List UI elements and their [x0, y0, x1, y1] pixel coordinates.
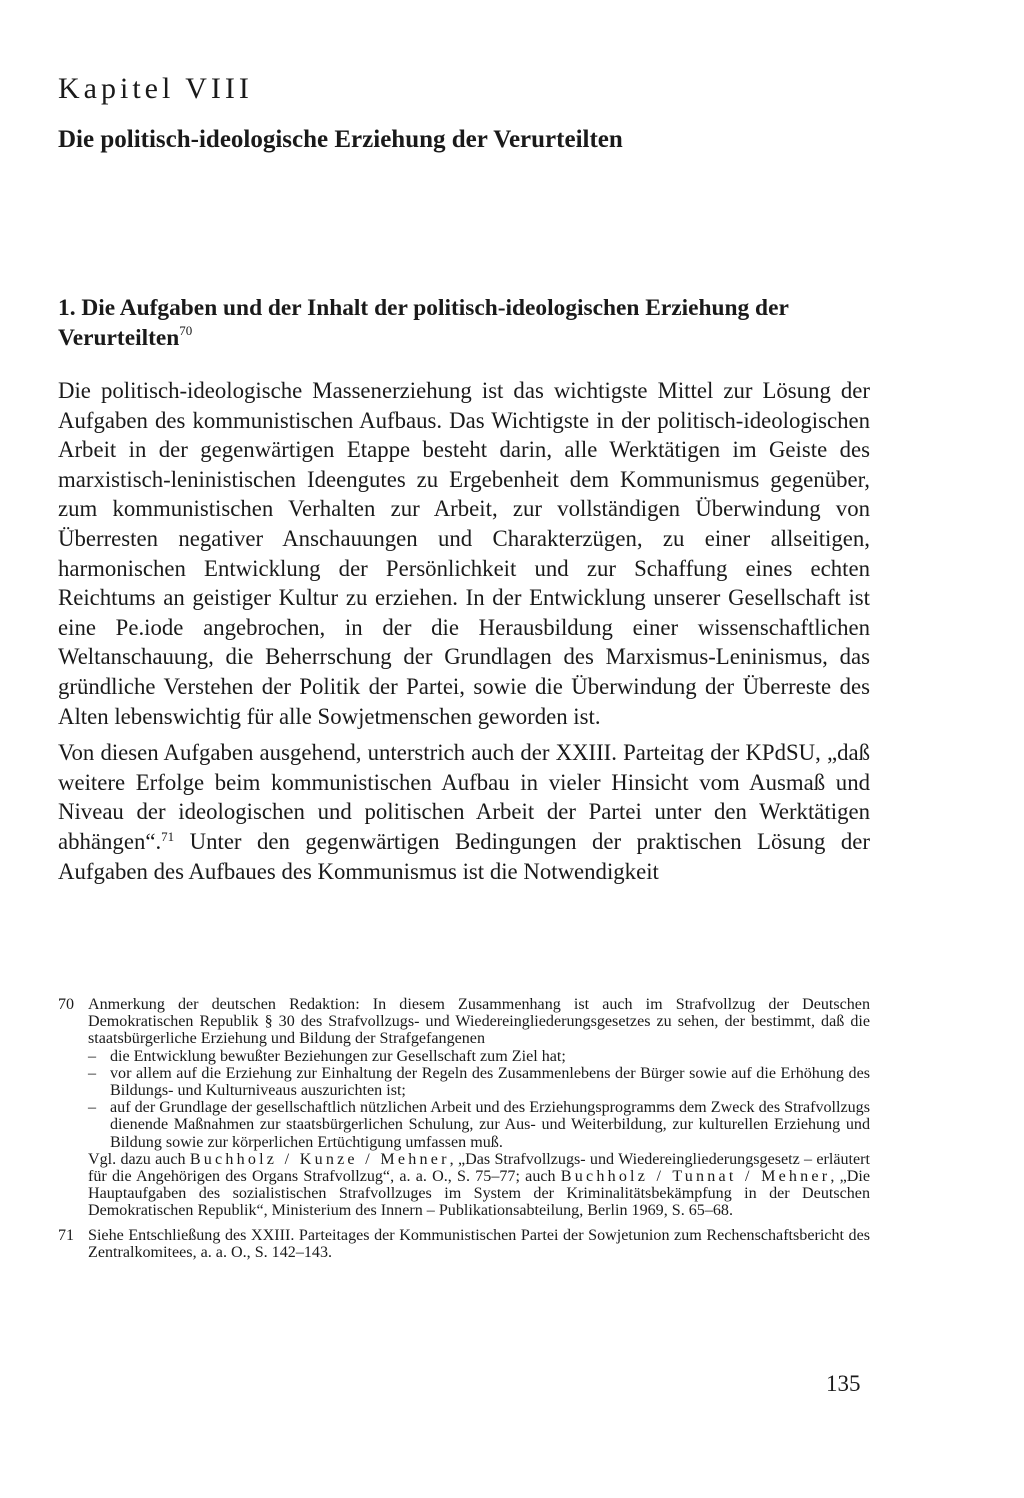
- paragraph-1: Die politisch-ideologische Massenerziehung ist das wichtigste Mittel zur Lösung der Aufgaben des kommunistischen Aufbaus. Das Wichtigste in der politisch-ideologischen Arbeit in der gegenwärtigen Etappe besteht darin, alle Werktätigen im Geiste des marxistisch-leninistischen Ideengutes zu Ergebenheit dem Kommunismus gegenüber, zum kommunistischen Verhalten zur Arbeit, zur vollständigen Überwindung von Überresten negativer Anschauungen und Charakterzügen, zu einer allseitigen, harmonischen Entwicklung der Persönlichkeit und zur Schaffung eines echten Reichtums an geistiger Kultur zu erziehen. In der Entwicklung unserer Gesellschaft ist eine Pe.iode angebrochen, in der die Herausbildung einer wissenschaftlichen Weltanschauung, die Beherrschung der Grundlagen des Marxismus-Leninismus, das gründliche Verstehen der Politik der Partei, sowie die Überwindung der Überreste des Alten lebenswichtig für alle Sowjetmenschen geworden ist.: [58, 378, 870, 729]
- footnote-ref-71: 71: [161, 828, 175, 844]
- section-heading-text: 1. Die Aufgaben und der Inhalt der politisch-ideologischen Erziehung der Verurteilten: [58, 295, 789, 351]
- footnote-text: Siehe Entschließung des XXIII. Parteitages der Kommunistischen Partei der Sowjetunion zum Rechenschaftsbericht des Zentralkomitees, a. a. O., S. 142–143.: [88, 1226, 870, 1261]
- footnote-list: [88, 1048, 870, 1151]
- chapter-label: Kapitel VIII: [58, 72, 253, 105]
- dash-marker: –: [88, 1099, 97, 1117]
- footnote-list-item: [88, 1065, 870, 1099]
- footnote-list-item: [88, 1048, 870, 1065]
- footnote-list-item-text: vor allem auf die Erziehung zur Einhaltung der Regeln des Zusammenlebens der Bürger sowie auf die Erhöhung des Bildungs- und Kulturniveaus auszurichten ist;: [110, 1064, 870, 1100]
- dash-marker: –: [88, 1064, 97, 1082]
- body-text: [58, 376, 870, 886]
- reference-text-1: , „Das Strafvollzugs- und Wiedereingliederungsgesetz – erläutert für die Angehörigen des Organs Strafvollzug“, a. a. O., S. 75–77; auch: [88, 1150, 870, 1186]
- page-number: 135: [826, 1371, 861, 1396]
- reference-authors-1: Buchholz / Kunze / Mehner: [189, 1150, 450, 1168]
- paragraph-2: [58, 738, 870, 886]
- footnote-70: [58, 996, 870, 1220]
- paragraph-2-text: Von diesen Aufgaben ausgehend, unterstrich auch der XXIII. Parteitag der KPdSU, „daß weitere Erfolge beim kommunistischen Aufbau in vieler Hinsicht vom Ausmaß und Niveau der ideologischen und politischen Arbeit der Partei unter den Werktätigen abhängen“.: [58, 740, 870, 854]
- footnote-number: 71: [58, 1226, 75, 1244]
- footnote-body: [88, 996, 870, 1220]
- footnote-reference: [88, 1151, 870, 1220]
- chapter-title: Die politisch-ideologische Erziehung der Verurteilten: [58, 126, 623, 153]
- footnote-intro: Anmerkung der deutschen Redaktion: In diesem Zusammenhang ist auch im Strafvollzug der Deutschen Demokratischen Republik § 30 des Strafvollzugs- und Wiedereingliederungsgesetzes zu sehen, der bestimmt, daß die staatsbürgerliche Erziehung und Bildung der Strafgefangenen: [88, 996, 870, 1048]
- paragraph-2-continuation: Unter den gegenwärtigen Bedingungen der praktischen Lösung der Aufgaben des Aufbaues des Kommunismus ist die Notwendigkeit: [58, 828, 870, 884]
- footnote-body: [88, 1227, 870, 1261]
- footnote-list-item-text: die Entwicklung bewußter Beziehungen zur Gesellschaft zum Ziel hat;: [110, 1047, 566, 1065]
- footnote-number: 70: [58, 996, 75, 1013]
- footnote-ref-70: 70: [179, 323, 193, 338]
- dash-marker: –: [88, 1047, 97, 1065]
- footnote-71: [58, 1227, 870, 1261]
- footnotes: [58, 996, 870, 1261]
- section-heading: [58, 293, 878, 353]
- reference-prefix: Vgl. dazu auch: [88, 1150, 190, 1168]
- reference-text-2: , „Die Hauptaufgaben des sozialistischen Strafvollzuges im System der Kriminalitätsbekämpfung in der Deutschen Demokratischen Republik“, Ministerium des Innern – Publikationsabteilung, Berlin 1969, S. 65–68.: [88, 1168, 870, 1220]
- footnote-list-item-text: auf der Grundlage der gesellschaftlich nützlichen Arbeit und des Erziehungsprogramms dem Zweck des Strafvollzugs dienende Maßnahmen zur staatsbürgerlichen Schulung, zur Aus- und Weiterbildung, zur kulturellen Erziehung und Bildung sowie zur körperlichen Ertüchtigung umfassen muß.: [110, 1099, 870, 1151]
- footnote-list-item: [88, 1099, 870, 1151]
- reference-authors-2: Buchholz / Tunnat / Mehner: [560, 1168, 831, 1186]
